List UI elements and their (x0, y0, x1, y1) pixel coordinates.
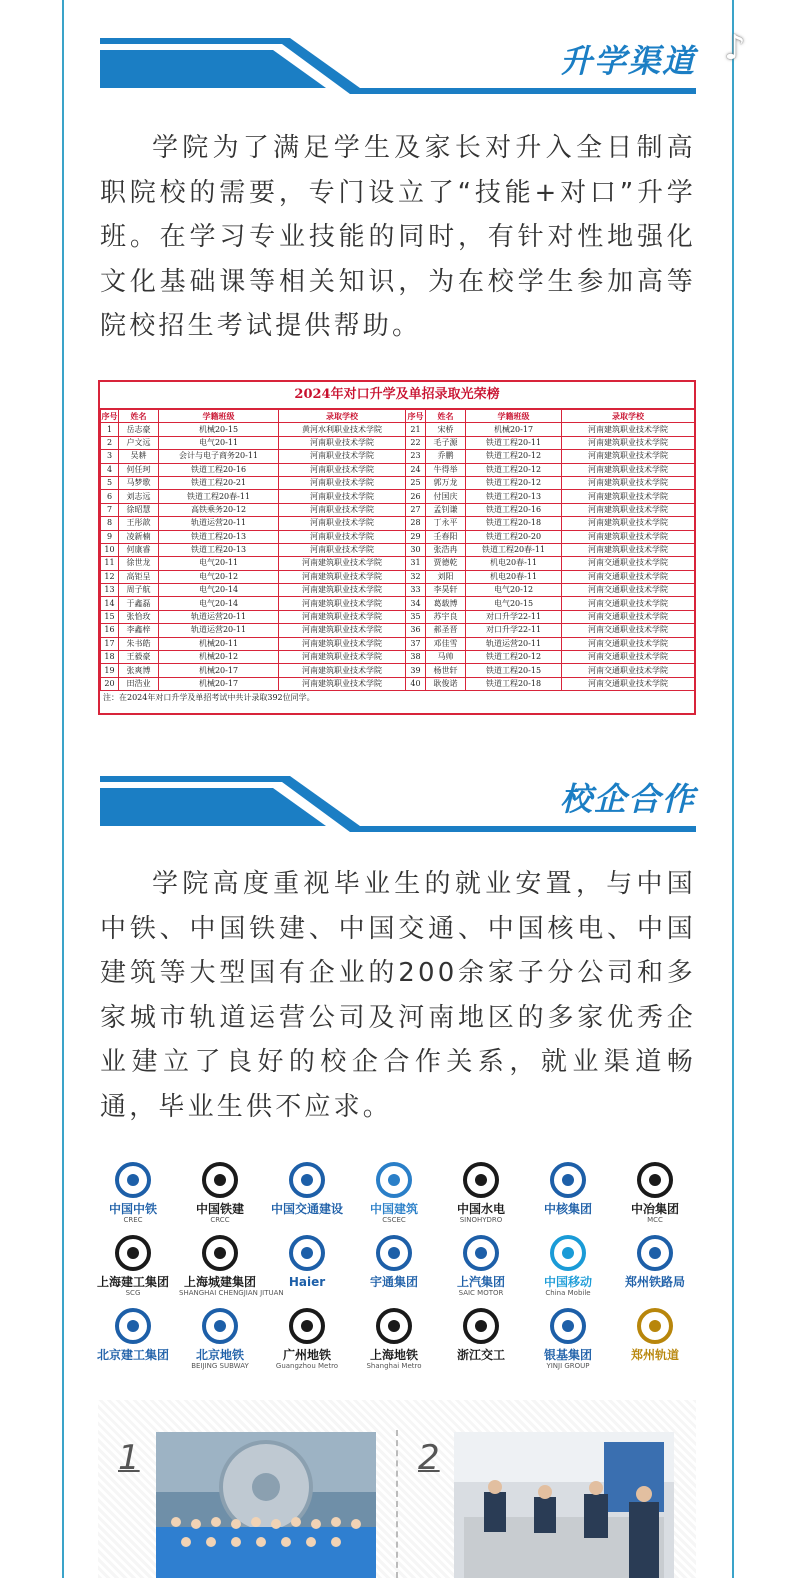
table-cell: 贾德乾 (426, 557, 466, 570)
company-emblem-icon (372, 1233, 416, 1273)
table-cell: 15 (101, 610, 119, 623)
table-cell: 田浩业 (119, 677, 159, 690)
table-cell: 河南职业技术学院 (279, 450, 406, 463)
team-photo-image (156, 1432, 376, 1578)
company-emblem-icon (459, 1160, 503, 1200)
table-cell: 河南建筑职业技术学院 (279, 651, 406, 664)
table-cell: 河南建筑职业技术学院 (279, 597, 406, 610)
table-cell: 高铁乘务20-12 (159, 503, 279, 516)
table-cell: 铁道工程20-21 (159, 476, 279, 489)
photo-training-lab[interactable] (454, 1432, 674, 1578)
table-cell: 河南建筑职业技术学院 (562, 503, 695, 516)
table-cell: 铁道工程20-11 (466, 436, 562, 449)
partner-logo (527, 1306, 609, 1376)
table-cell: 电气20-15 (466, 597, 562, 610)
table-header-cell: 姓名 (426, 410, 466, 423)
table-cell: 1 (101, 423, 119, 436)
table-cell: 河南建筑职业技术学院 (562, 543, 695, 556)
table-cell: 37 (406, 637, 426, 650)
table-cell: 36 (406, 624, 426, 637)
table-cell: 张爽博 (119, 664, 159, 677)
table-cell: 李昊轩 (426, 584, 466, 597)
table-cell: 轨道运营20-11 (159, 610, 279, 623)
table-cell: 20 (101, 677, 119, 690)
partner-logo (614, 1233, 696, 1303)
table-cell: 12 (101, 570, 119, 583)
table-cell: 26 (406, 490, 426, 503)
table-header-row (101, 410, 695, 423)
table-cell: 机械20-12 (159, 651, 279, 664)
partner-logo-name: 浙江交工 (456, 1348, 505, 1362)
table-row (101, 610, 695, 623)
table-cell: 黄河水利职业技术学院 (279, 423, 406, 436)
table-cell: 凌新楠 (119, 530, 159, 543)
table-cell: 轨道运营20-11 (159, 517, 279, 530)
company-emblem-icon (285, 1233, 329, 1273)
photo-number: 1 (118, 1438, 140, 1478)
company-emblem-icon (372, 1160, 416, 1200)
partner-logo-subtitle: CSCEC (382, 1216, 406, 1224)
company-emblem-icon (198, 1306, 242, 1346)
table-cell: 户文远 (119, 436, 159, 449)
company-emblem-icon (285, 1306, 329, 1346)
table-cell: 河南职业技术学院 (279, 517, 406, 530)
table-cell: 乔鹏 (426, 450, 466, 463)
table-cell: 岳志豪 (119, 423, 159, 436)
table-cell: 机电20春-11 (466, 557, 562, 570)
table-cell: 29 (406, 530, 426, 543)
partner-logo (266, 1306, 348, 1376)
table-cell: 机械20-17 (159, 677, 279, 690)
table-cell: 河南交通职业技术学院 (562, 651, 695, 664)
partner-logo-subtitle: China Mobile (545, 1289, 591, 1297)
table-cell: 河南建筑职业技术学院 (562, 423, 695, 436)
table-cell: 铁道工程20-12 (466, 463, 562, 476)
table-cell: 对口升学22-11 (466, 610, 562, 623)
partner-logo-subtitle: SCG (125, 1289, 141, 1297)
partner-logo (92, 1306, 174, 1376)
section-title: 校企合作 (559, 780, 696, 818)
table-cell: 25 (406, 476, 426, 489)
photo-divider (396, 1430, 398, 1578)
partner-logo-name: 郑州铁路局 (624, 1275, 685, 1289)
table-row (101, 584, 695, 597)
table-cell: 轨道运营20-11 (159, 624, 279, 637)
table-cell: 铁道工程20-16 (466, 503, 562, 516)
table-cell: 周子航 (119, 584, 159, 597)
table-cell: 铁道工程20-12 (466, 651, 562, 664)
table-cell: 河南建筑职业技术学院 (279, 637, 406, 650)
table-cell: 机械20-17 (159, 664, 279, 677)
table-cell: 河南职业技术学院 (279, 503, 406, 516)
photo-team-group[interactable] (156, 1432, 376, 1578)
partner-logo-subtitle: CREC (123, 1216, 143, 1224)
partner-logo-name: 宇通集团 (369, 1275, 418, 1289)
table-row (101, 597, 695, 610)
table-cell: 李鑫梓 (119, 624, 159, 637)
table-cell: 苏宇良 (426, 610, 466, 623)
company-emblem-icon (546, 1160, 590, 1200)
table-cell: 电气20-12 (159, 570, 279, 583)
partner-logo-name: 中国建筑 (369, 1202, 418, 1216)
partner-logo (179, 1160, 261, 1230)
table-cell: 机械20-15 (159, 423, 279, 436)
partner-logo-name: 北京地铁 (195, 1348, 244, 1362)
table-row (101, 543, 695, 556)
company-emblem-icon (372, 1306, 416, 1346)
partner-logo (527, 1160, 609, 1230)
partner-logo-name: 上海地铁 (369, 1348, 418, 1362)
table-cell: 河南职业技术学院 (279, 490, 406, 503)
table-cell: 14 (101, 597, 119, 610)
partner-logo-name: 上海建工集团 (96, 1275, 169, 1289)
table-row (101, 423, 695, 436)
table-cell: 河南交通职业技术学院 (562, 664, 695, 677)
table-cell: 河南交通职业技术学院 (562, 597, 695, 610)
partner-logo-name: 上汽集团 (456, 1275, 505, 1289)
table-cell: 5 (101, 476, 119, 489)
table-cell: 铁道工程20-13 (159, 530, 279, 543)
table-cell: 邓佳雪 (426, 637, 466, 650)
table-row (101, 637, 695, 650)
table-cell: 河南职业技术学院 (279, 463, 406, 476)
table-cell: 孟钊谦 (426, 503, 466, 516)
table-cell: 铁道工程20-16 (159, 463, 279, 476)
table-cell: 河南建筑职业技术学院 (562, 450, 695, 463)
table-cell: 何康睿 (119, 543, 159, 556)
partner-logo (614, 1306, 696, 1376)
table-cell: 徐世龙 (119, 557, 159, 570)
table-cell: 铁道工程20-12 (466, 476, 562, 489)
section-title: 升学渠道 (559, 42, 696, 80)
table-cell: 河南建筑职业技术学院 (279, 664, 406, 677)
table-cell: 38 (406, 651, 426, 664)
partner-logo-grid (96, 1160, 696, 1380)
partner-logo-subtitle: Shanghai Metro (366, 1362, 422, 1370)
table-cell: 马梦歌 (119, 476, 159, 489)
table-cell: 22 (406, 436, 426, 449)
partner-logo (527, 1233, 609, 1303)
table-row (101, 557, 695, 570)
table-cell: 毛子源 (426, 436, 466, 449)
partner-logo-name: 上海城建集团 (183, 1275, 256, 1289)
table-cell: 电气20-14 (159, 584, 279, 597)
table-cell: 9 (101, 530, 119, 543)
partner-logo-subtitle: SHANGHAI CHENGJIAN JITUAN (179, 1289, 284, 1297)
partner-logo (92, 1160, 174, 1230)
partner-logo (440, 1160, 522, 1230)
table-cell: 铁道工程20-18 (466, 517, 562, 530)
table-cell: 河南交通职业技术学院 (562, 570, 695, 583)
table-cell: 河南职业技术学院 (279, 476, 406, 489)
table-cell: 机械20-11 (159, 637, 279, 650)
table-cell: 11 (101, 557, 119, 570)
partner-logo-name: 郑州轨道 (630, 1348, 679, 1362)
table-cell: 4 (101, 463, 119, 476)
table-cell: 铁道工程20春-11 (159, 490, 279, 503)
table-cell: 河南交通职业技术学院 (562, 584, 695, 597)
photo-number: 2 (418, 1438, 440, 1478)
table-cell: 河南交通职业技术学院 (562, 557, 695, 570)
table-cell: 壬春阳 (426, 530, 466, 543)
cooperation-paragraph: 学院高度重视毕业生的就业安置，与中国中铁、中国铁建、中国交通、中国核电、中国建筑等大型国有企业的200余家子分公司和多家城市轨道运营公司及河南地区的多家优秀企业建立了良好的校企合作关系，就业渠道畅通，毕业生供不应求。 (100, 869, 696, 1122)
table-cell: 吴耕 (119, 450, 159, 463)
partner-logo-name: 中冶集团 (630, 1202, 679, 1216)
table-row (101, 624, 695, 637)
company-emblem-icon (111, 1160, 155, 1200)
table-cell: 宋桥 (426, 423, 466, 436)
table-cell: 刘志远 (119, 490, 159, 503)
partner-logo-subtitle: SINOHYDRO (459, 1216, 503, 1224)
table-row (101, 463, 695, 476)
table-cell: 河南建筑职业技术学院 (279, 624, 406, 637)
table-cell: 河南建筑职业技术学院 (562, 463, 695, 476)
table-cell: 郝圣晋 (426, 624, 466, 637)
table-cell: 2 (101, 436, 119, 449)
partner-logo (266, 1160, 348, 1230)
table-header-cell: 姓名 (119, 410, 159, 423)
table-cell: 机械20-17 (466, 423, 562, 436)
partner-logo-name: 广州地铁 (282, 1348, 331, 1362)
table-cell: 河南职业技术学院 (279, 543, 406, 556)
table-cell: 牛得举 (426, 463, 466, 476)
table-cell: 电气20-12 (466, 584, 562, 597)
table-cell: 24 (406, 463, 426, 476)
table-cell: 40 (406, 677, 426, 690)
partner-logo-name: Haier (288, 1275, 326, 1289)
table-cell: 付国庆 (426, 490, 466, 503)
table-header-cell: 序号 (101, 411, 118, 422)
table-cell: 河南交通职业技术学院 (562, 677, 695, 690)
training-photo-image (454, 1432, 674, 1578)
partner-logo (353, 1160, 435, 1230)
table-cell: 杨世轩 (426, 664, 466, 677)
table-cell: 河南建筑职业技术学院 (562, 436, 695, 449)
table-cell: 23 (406, 450, 426, 463)
table-cell: 轨道运营20-11 (466, 637, 562, 650)
table-row (101, 476, 695, 489)
partner-logo-subtitle: Guangzhou Metro (275, 1362, 339, 1370)
table-cell: 河南建筑职业技术学院 (562, 476, 695, 489)
table-cell: 33 (406, 584, 426, 597)
partner-logo (353, 1306, 435, 1376)
table-header-cell: 录取学校 (562, 410, 695, 423)
table-cell: 铁道工程20-13 (466, 490, 562, 503)
table-cell: 河南职业技术学院 (279, 436, 406, 449)
table-cell: 27 (406, 503, 426, 516)
table-cell: 铁道工程20-13 (159, 543, 279, 556)
table-row (101, 570, 695, 583)
table-header-cell: 学籍班级 (466, 410, 562, 423)
table-cell: 13 (101, 584, 119, 597)
table-row (101, 503, 695, 516)
table-cell: 河南交通职业技术学院 (562, 610, 695, 623)
company-emblem-icon (111, 1306, 155, 1346)
table-cell: 何任珂 (119, 463, 159, 476)
table-cell: 6 (101, 490, 119, 503)
company-emblem-icon (633, 1233, 677, 1273)
table-cell: 葛载博 (426, 597, 466, 610)
table-cell: 王彤歆 (119, 517, 159, 530)
company-emblem-icon (198, 1233, 242, 1273)
table-cell: 电气20-14 (159, 597, 279, 610)
table-row (101, 677, 695, 690)
table-cell: 17 (101, 637, 119, 650)
table-header-cell: 学籍班级 (159, 410, 279, 423)
table-cell: 10 (101, 543, 119, 556)
table-cell: 3 (101, 450, 119, 463)
table-cell: 铁道工程20-18 (466, 677, 562, 690)
table-cell: 19 (101, 664, 119, 677)
table-cell: 7 (101, 503, 119, 516)
table-header-cell: 序号 (407, 411, 424, 422)
table-cell: 16 (101, 624, 119, 637)
company-emblem-icon (285, 1160, 329, 1200)
partner-logo (92, 1233, 174, 1303)
company-emblem-icon (111, 1233, 155, 1273)
partner-logo (614, 1160, 696, 1230)
table-row (101, 651, 695, 664)
partner-logo-subtitle: YINJI GROUP (546, 1362, 590, 1370)
table-cell: 铁道工程20春-11 (466, 543, 562, 556)
company-emblem-icon (633, 1160, 677, 1200)
table-row (101, 436, 695, 449)
partner-logo-name: 中国铁建 (195, 1202, 244, 1216)
partner-logo-name: 中国中铁 (108, 1202, 157, 1216)
music-note-icon[interactable]: ♪ (724, 28, 746, 68)
table-cell: 耿俊诺 (426, 677, 466, 690)
partner-logo-name: 中国水电 (456, 1202, 505, 1216)
table-cell: 河南建筑职业技术学院 (279, 557, 406, 570)
table-header-cell: 录取学校 (279, 410, 406, 423)
table-row (101, 530, 695, 543)
table-cell: 河南职业技术学院 (279, 530, 406, 543)
company-emblem-icon (459, 1233, 503, 1273)
table-cell: 河南交通职业技术学院 (562, 637, 695, 650)
table-cell: 刘阳 (426, 570, 466, 583)
table-cell: 马帅 (426, 651, 466, 664)
table-cell: 河南建筑职业技术学院 (279, 584, 406, 597)
table-cell: 铁道工程20-15 (466, 664, 562, 677)
partner-logo (179, 1306, 261, 1376)
table-cell: 31 (406, 557, 426, 570)
table-cell: 8 (101, 517, 119, 530)
company-emblem-icon (198, 1160, 242, 1200)
table-cell: 机电20春-11 (466, 570, 562, 583)
table-cell: 河南建筑职业技术学院 (562, 490, 695, 503)
table-cell: 28 (406, 517, 426, 530)
partner-logo-subtitle: MCC (647, 1216, 663, 1224)
table-cell: 徐昭慧 (119, 503, 159, 516)
table-cell: 34 (406, 597, 426, 610)
partner-logo-name: 中国交通建设 (270, 1202, 343, 1216)
table-row (101, 490, 695, 503)
partner-logo (179, 1233, 284, 1303)
company-emblem-icon (633, 1306, 677, 1346)
table-title: 2024年对口升学及单招录取光荣榜 (100, 382, 694, 409)
table-cell: 18 (101, 651, 119, 664)
partner-logo (353, 1233, 435, 1303)
admission-paragraph: 学院为了满足学生及家长对升入全日制高职院校的需要，专门设立了“技能+对口”升学班。在学习专业技能的同时，有针对性地强化文化基础课等相关知识，为在校学生参加高等院校招生考试提供帮助。 (100, 133, 696, 341)
table-cell: 35 (406, 610, 426, 623)
partner-logo-subtitle: SAIC MOTOR (458, 1289, 504, 1297)
partner-logo-name: 北京建工集团 (96, 1348, 169, 1362)
table-cell: 河南建筑职业技术学院 (562, 517, 695, 530)
table-cell: 河南建筑职业技术学院 (562, 530, 695, 543)
table-cell: 21 (406, 423, 426, 436)
table-cell: 王毅豪 (119, 651, 159, 664)
table-cell: 朱书皓 (119, 637, 159, 650)
table-cell: 电气20-11 (159, 436, 279, 449)
table-row (101, 517, 695, 530)
partner-logo (440, 1233, 522, 1303)
section-header-cooperation (100, 768, 696, 838)
company-emblem-icon (546, 1233, 590, 1273)
honor-table-grid (100, 409, 695, 691)
partner-logo-subtitle: CRCC (210, 1216, 230, 1224)
table-cell: 河南建筑职业技术学院 (279, 677, 406, 690)
table-cell: 河南建筑职业技术学院 (279, 610, 406, 623)
table-note: 注：在2024年对口升学及单招考试中共计录取392位同学。 (103, 693, 315, 703)
table-cell: 丁永平 (426, 517, 466, 530)
partner-logo (440, 1306, 522, 1376)
table-cell: 39 (406, 664, 426, 677)
partner-logo-name: 中核集团 (543, 1202, 592, 1216)
table-cell: 郭万龙 (426, 476, 466, 489)
table-row (101, 450, 695, 463)
table-cell: 对口升学22-11 (466, 624, 562, 637)
admission-honor-table (98, 380, 696, 715)
table-row (101, 664, 695, 677)
table-cell: 铁道工程20-20 (466, 530, 562, 543)
table-cell: 河南建筑职业技术学院 (279, 570, 406, 583)
partner-logo (266, 1233, 348, 1303)
table-cell: 电气20-11 (159, 557, 279, 570)
company-emblem-icon (459, 1306, 503, 1346)
partner-logo-name: 银基集团 (543, 1348, 592, 1362)
company-emblem-icon (546, 1306, 590, 1346)
table-cell: 32 (406, 570, 426, 583)
table-cell: 张恰玫 (119, 610, 159, 623)
partner-logo-name: 中国移动 (543, 1275, 592, 1289)
photo-strip (98, 1400, 696, 1578)
table-cell: 高钜呈 (119, 570, 159, 583)
table-cell: 张浩冉 (426, 543, 466, 556)
section-header-admission (100, 30, 696, 100)
table-cell: 铁道工程20-12 (466, 450, 562, 463)
table-cell: 30 (406, 543, 426, 556)
table-cell: 会计与电子商务20-11 (159, 450, 279, 463)
table-cell: 于鑫磊 (119, 597, 159, 610)
partner-logo-subtitle: BEIJING SUBWAY (191, 1362, 249, 1370)
table-cell: 河南交通职业技术学院 (562, 624, 695, 637)
